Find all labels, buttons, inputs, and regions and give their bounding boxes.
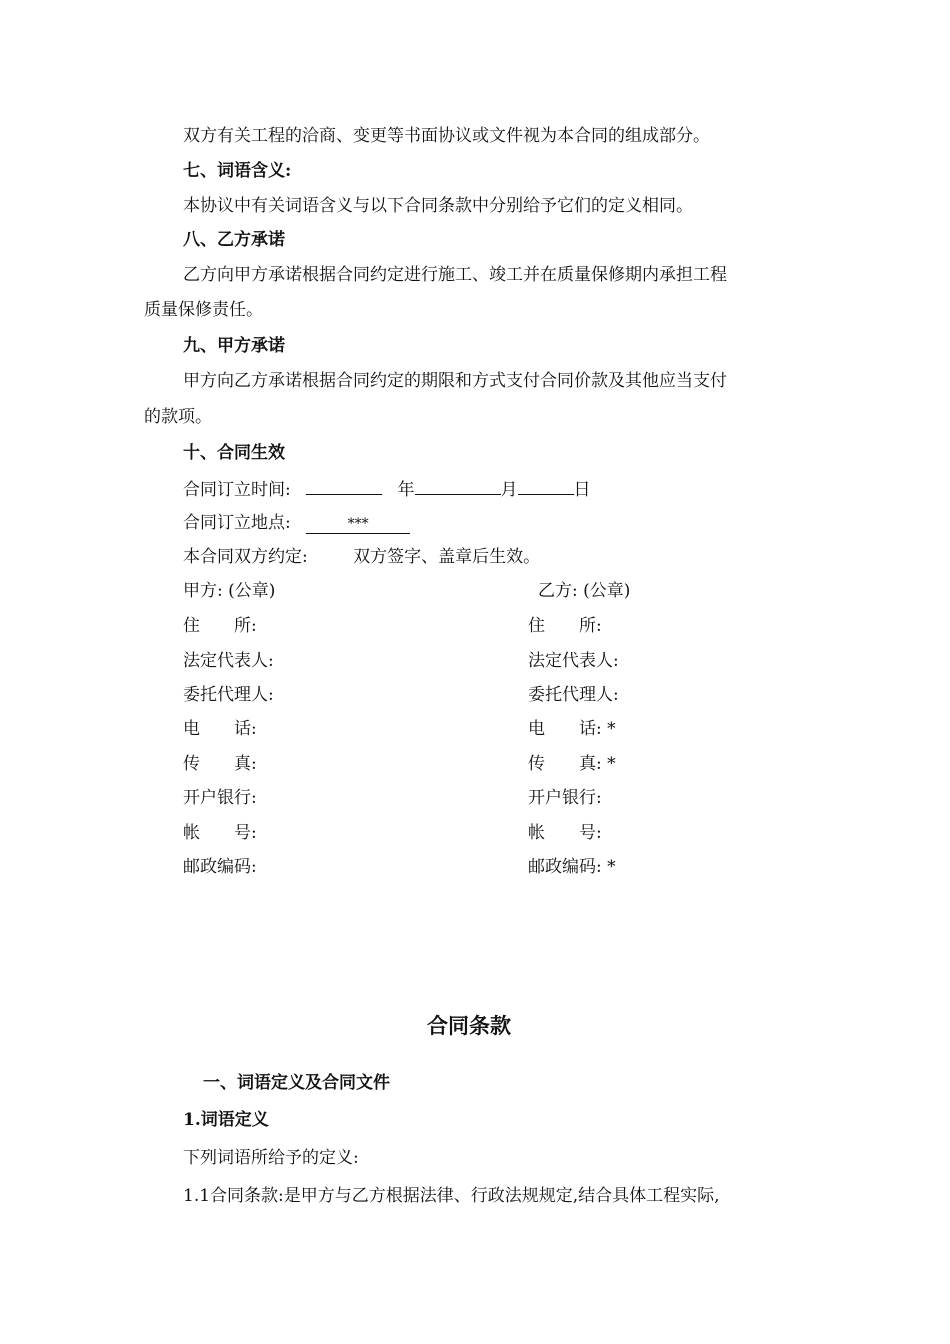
year-label: 年 [397,480,415,500]
month-blank[interactable] [415,476,501,495]
party-b-fax: 传 真: * [528,754,616,774]
contract-place-line [183,511,410,535]
heading-section-7: 七、词语含义: [183,161,292,181]
party-a-bank: 开户银行: [183,788,257,808]
party-b-phone: 电 话: * [528,719,616,739]
contract-agreement-line [183,545,540,569]
party-b-bank: 开户银行: [528,788,602,808]
party-a-title: 甲方: (公章) [183,581,276,601]
clauses-intro: 下列词语所给予的定义: [183,1148,359,1168]
party-b-account: 帐 号: [528,823,602,843]
party-b-agent: 委托代理人: [528,685,619,705]
paragraph-section-8-line1: 乙方向甲方承诺根据合同约定进行施工、竣工并在质量保修期内承担工程 [183,265,727,285]
contract-place-label: 合同订立地点: [183,513,291,533]
party-a-phone: 电 话: [183,719,257,739]
heading-section-8: 八、乙方承诺 [183,230,285,250]
paragraph-section-9-line1: 甲方向乙方承诺根据合同约定的期限和方式支付合同价款及其他应当支付 [183,371,727,391]
agreement-value: 双方签字、盖章后生效。 [353,547,541,567]
day-blank[interactable] [518,476,574,495]
paragraph-contract-components: 双方有关工程的洽商、变更等书面协议或文件视为本合同的组成部分。 [183,126,710,146]
heading-section-9: 九、甲方承诺 [183,336,285,356]
agreement-label: 本合同双方约定: [183,547,308,567]
paragraph-section-8-line2: 质量保修责任。 [144,300,263,320]
party-a-legal-rep: 法定代表人: [183,651,274,671]
clauses-item-1-1: 1.1合同条款:是甲方与乙方根据法律、行政法规规定,结合具体工程实际, [183,1186,720,1206]
paragraph-section-7: 本协议中有关词语含义与以下合同条款中分别给予它们的定义相同。 [183,196,693,216]
month-label: 月 [500,480,518,500]
clauses-subsection-1-heading: 1.词语定义 [183,1110,269,1130]
party-b-address: 住 所: [528,616,602,636]
day-label: 日 [573,480,591,500]
heading-section-10: 十、合同生效 [183,443,285,463]
party-a-postcode: 邮政编码: [183,857,257,877]
clauses-section-1-heading: 一、词语定义及合同文件 [203,1073,390,1093]
paragraph-section-9-line2: 的款项。 [144,407,212,427]
party-b-title: 乙方: (公章) [538,581,631,601]
year-blank[interactable] [306,476,382,495]
party-b-postcode: 邮政编码: * [528,857,616,877]
contract-place-value[interactable]: *** [306,515,410,534]
clauses-title: 合同条款 [427,1013,511,1038]
party-a-account: 帐 号: [183,823,257,843]
contract-date-label: 合同订立时间: [183,480,291,500]
party-a-fax: 传 真: [183,754,257,774]
contract-date-line [183,476,591,502]
party-a-address: 住 所: [183,616,257,636]
party-a-agent: 委托代理人: [183,685,274,705]
party-b-legal-rep: 法定代表人: [528,651,619,671]
